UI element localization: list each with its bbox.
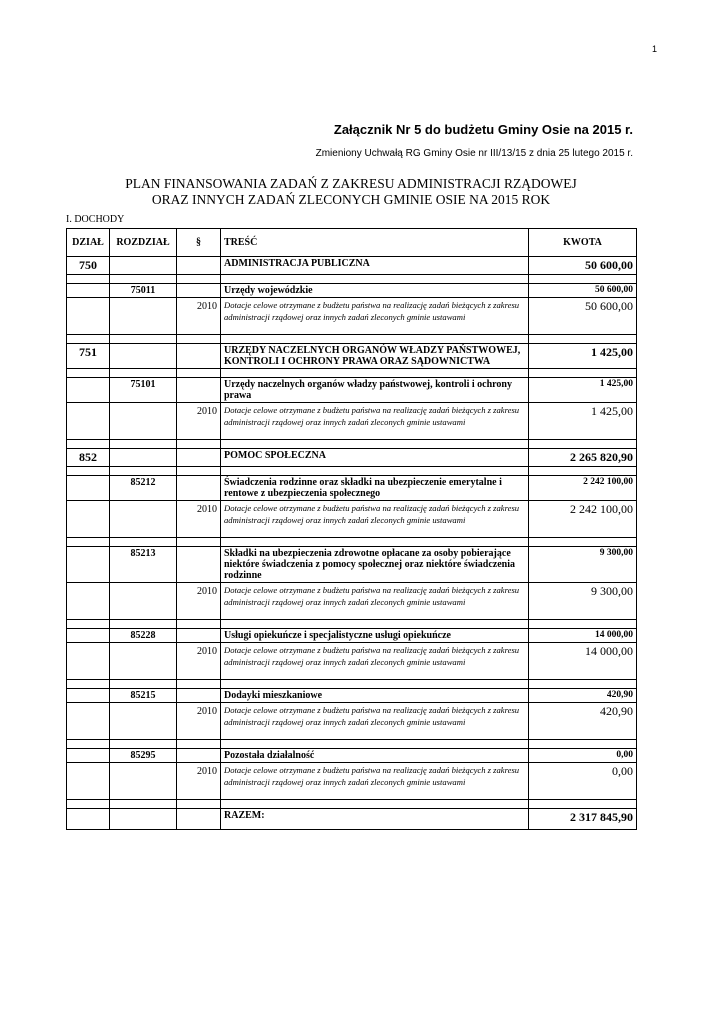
spacer-cell [177,467,221,476]
spacer-cell [221,740,529,749]
spacer-cell [110,335,177,344]
spacer-cell [110,275,177,284]
chapter-name: Urzędy wojewódzkie [221,284,529,298]
empty-cell [67,643,110,680]
section-label: I. DOCHODY [66,214,125,225]
spacer-cell [67,740,110,749]
spacer-cell [67,275,110,284]
empty-cell [67,403,110,440]
empty-cell [177,257,221,275]
spacer-cell [67,335,110,344]
income-table [66,228,637,830]
spacer-cell [177,440,221,449]
rozdzial-code: 85213 [110,547,177,583]
empty-cell [177,284,221,298]
chapter-name: Usługi opiekuńcze i specjalistyczne usługi opiekuńcze [221,629,529,643]
spacer-cell [177,335,221,344]
header-tresc: TREŚĆ [221,229,529,257]
empty-cell [177,809,221,830]
chapter-row [67,749,637,763]
spacer-row [67,680,637,689]
spacer-cell [221,680,529,689]
chapter-row [67,547,637,583]
empty-cell [110,809,177,830]
spacer-cell [110,369,177,378]
paragraph-amount: 420,90 [529,703,637,740]
spacer-cell [221,275,529,284]
spacer-cell [221,800,529,809]
spacer-cell [529,275,637,284]
empty-cell [67,583,110,620]
dzial-code: 750 [67,257,110,275]
spacer-cell [221,538,529,547]
empty-cell [67,749,110,763]
spacer-row [67,467,637,476]
empty-cell [177,449,221,467]
page-number: 1 [651,44,657,54]
spacer-cell [67,467,110,476]
rozdzial-code: 85212 [110,476,177,501]
empty-cell [67,809,110,830]
spacer-row [67,369,637,378]
empty-cell [177,689,221,703]
spacer-cell [529,620,637,629]
spacer-cell [67,800,110,809]
empty-cell [177,344,221,369]
spacer-cell [110,620,177,629]
rozdzial-code: 85215 [110,689,177,703]
spacer-row [67,800,637,809]
spacer-cell [177,680,221,689]
spacer-cell [177,538,221,547]
spacer-cell [177,800,221,809]
spacer-cell [67,369,110,378]
spacer-cell [221,335,529,344]
chapter-name: Świadczenia rodzinne oraz składki na ubezpieczenie emerytalne i rentowe z ubezpieczenia społecznego [221,476,529,501]
spacer-row [67,538,637,547]
paragraph-code: 2010 [177,403,221,440]
paragraph-amount: 1 425,00 [529,403,637,440]
paragraph-description: Dotacje celowe otrzymane z budżetu państwa na realizację zadań bieżących z zakresu administracji rządowej oraz innych zadań zleconych gminie ustawami [221,583,529,620]
paragraph-row [67,403,637,440]
empty-cell [177,547,221,583]
spacer-cell [177,620,221,629]
empty-cell [67,284,110,298]
empty-cell [67,689,110,703]
empty-cell [110,763,177,800]
paragraph-row [67,763,637,800]
empty-cell [110,501,177,538]
chapter-name: Pozostała działalność [221,749,529,763]
chapter-amount: 50 600,00 [529,284,637,298]
spacer-cell [529,369,637,378]
paragraph-code: 2010 [177,703,221,740]
chapter-amount: 0,00 [529,749,637,763]
section-row [67,449,637,467]
chapter-amount: 14 000,00 [529,629,637,643]
total-label: RAZEM: [221,809,529,830]
empty-cell [110,703,177,740]
empty-cell [67,703,110,740]
spacer-cell [221,440,529,449]
paragraph-row [67,643,637,680]
rozdzial-code: 85228 [110,629,177,643]
chapter-row [67,689,637,703]
paragraph-code: 2010 [177,643,221,680]
chapter-row [67,476,637,501]
paragraph-description: Dotacje celowe otrzymane z budżetu państwa na realizację zadań bieżących z zakresu administracji rządowej oraz innych zadań zleconych gminie ustawami [221,703,529,740]
spacer-cell [110,467,177,476]
empty-cell [67,763,110,800]
spacer-row [67,440,637,449]
empty-cell [110,403,177,440]
dzial-code: 751 [67,344,110,369]
paragraph-code: 2010 [177,501,221,538]
spacer-cell [221,369,529,378]
spacer-cell [177,369,221,378]
paragraph-amount: 14 000,00 [529,643,637,680]
chapter-amount: 9 300,00 [529,547,637,583]
chapter-name: Składki na ubezpieczenia zdrowotne opłacane za osoby pobierające niektóre świadczenia z pomocy społecznej oraz niektóre świadczenia rodzinne [221,547,529,583]
section-amount: 50 600,00 [529,257,637,275]
chapter-name: Urzędy naczelnych organów władzy państwowej, kontroli i ochrony prawa [221,378,529,403]
attachment-title: Załącznik Nr 5 do budżetu Gminy Osie na 2015 r. [333,122,633,137]
amendment-note: Zmieniony Uchwałą RG Gminy Osie nr III/13/15 z dnia 25 lutego 2015 r. [315,148,633,159]
paragraph-amount: 50 600,00 [529,298,637,335]
spacer-cell [529,740,637,749]
chapter-amount: 1 425,00 [529,378,637,403]
table-header-row [67,229,637,257]
empty-cell [177,378,221,403]
paragraph-description: Dotacje celowe otrzymane z budżetu państwa na realizację zadań bieżących z zakresu administracji rządowej oraz innych zadań zleconych gminie ustawami [221,643,529,680]
total-amount: 2 317 845,90 [529,809,637,830]
section-row [67,257,637,275]
empty-cell [177,629,221,643]
paragraph-amount: 0,00 [529,763,637,800]
spacer-cell [110,440,177,449]
spacer-cell [67,538,110,547]
chapter-row [67,284,637,298]
chapter-row [67,629,637,643]
paragraph-description: Dotacje celowe otrzymane z budżetu państwa na realizację zadań bieżących z zakresu administracji rządowej oraz innych zadań zleconych gminie ustawami [221,501,529,538]
paragraph-description: Dotacje celowe otrzymane z budżetu państwa na realizację zadań bieżących z zakresu administracji rządowej oraz innych zadań zleconych gminie ustawami [221,403,529,440]
empty-cell [110,298,177,335]
section-name: ADMINISTRACJA PUBLICZNA [221,257,529,275]
section-row [67,344,637,369]
paragraph-code: 2010 [177,298,221,335]
paragraph-row [67,583,637,620]
rozdzial-code: 85295 [110,749,177,763]
header-kwota: KWOTA [529,229,637,257]
paragraph-row [67,501,637,538]
spacer-cell [529,335,637,344]
spacer-cell [177,740,221,749]
empty-cell [67,547,110,583]
spacer-row [67,335,637,344]
chapter-amount: 2 242 100,00 [529,476,637,501]
empty-cell [67,629,110,643]
dzial-code: 852 [67,449,110,467]
plan-title-line2: ORAZ INNYCH ZADAŃ ZLECONYCH GMINIE OSIE NA 2015 ROK [151,192,551,207]
spacer-cell [110,538,177,547]
empty-cell [110,257,177,275]
spacer-cell [110,800,177,809]
header-rozdzial: ROZDZIAŁ [110,229,177,257]
section-amount: 2 265 820,90 [529,449,637,467]
spacer-cell [529,680,637,689]
plan-title-line1: PLAN FINANSOWANIA ZADAŃ Z ZAKRESU ADMINISTRACJI RZĄDOWEJ [125,176,577,191]
section-name: POMOC SPOŁECZNA [221,449,529,467]
rozdzial-code: 75101 [110,378,177,403]
spacer-cell [110,740,177,749]
section-amount: 1 425,00 [529,344,637,369]
empty-cell [110,449,177,467]
empty-cell [67,501,110,538]
section-name: URZĘDY NACZELNYCH ORGANÓW WŁADZY PAŃSTWOWEJ, KONTROLI I OCHRONY PRAWA ORAZ SĄDOWNICTWA [221,344,529,369]
spacer-cell [529,538,637,547]
header-dzial: DZIAŁ [67,229,110,257]
paragraph-row [67,298,637,335]
spacer-cell [110,680,177,689]
spacer-cell [67,680,110,689]
total-row [67,809,637,830]
spacer-cell [529,467,637,476]
header-paragraf: § [177,229,221,257]
empty-cell [110,583,177,620]
empty-cell [67,378,110,403]
chapter-amount: 420,90 [529,689,637,703]
spacer-cell [529,440,637,449]
empty-cell [67,476,110,501]
empty-cell [177,749,221,763]
spacer-cell [221,620,529,629]
empty-cell [177,476,221,501]
spacer-cell [67,620,110,629]
chapter-row [67,378,637,403]
paragraph-code: 2010 [177,583,221,620]
paragraph-description: Dotacje celowe otrzymane z budżetu państwa na realizację zadań bieżących z zakresu administracji rządowej oraz innych zadań zleconych gminie ustawami [221,298,529,335]
spacer-cell [177,275,221,284]
spacer-row [67,275,637,284]
paragraph-description: Dotacje celowe otrzymane z budżetu państwa na realizację zadań bieżących z zakresu administracji rządowej oraz innych zadań zleconych gminie ustawami [221,763,529,800]
spacer-row [67,620,637,629]
paragraph-code: 2010 [177,763,221,800]
spacer-cell [221,467,529,476]
empty-cell [110,344,177,369]
paragraph-row [67,703,637,740]
paragraph-amount: 2 242 100,00 [529,501,637,538]
spacer-cell [529,800,637,809]
spacer-row [67,740,637,749]
spacer-cell [67,440,110,449]
chapter-name: Dodayki mieszkaniowe [221,689,529,703]
empty-cell [110,643,177,680]
empty-cell [67,298,110,335]
rozdzial-code: 75011 [110,284,177,298]
paragraph-amount: 9 300,00 [529,583,637,620]
